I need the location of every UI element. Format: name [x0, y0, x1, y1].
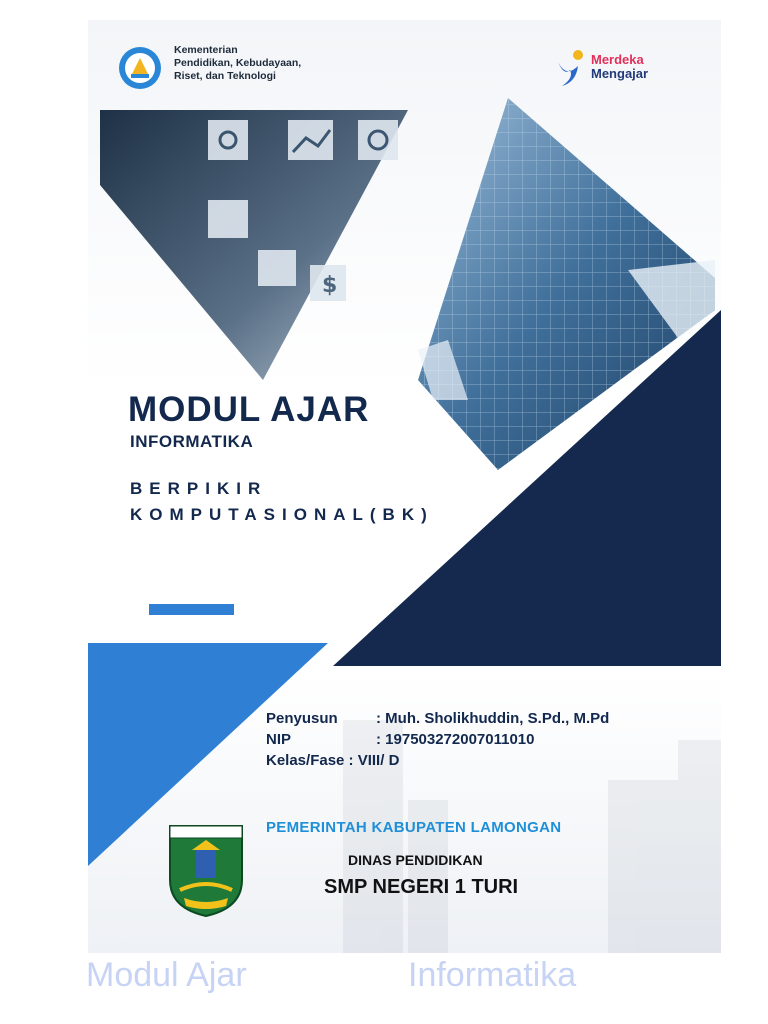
topic-title: [130, 476, 434, 528]
penyusun-row: [266, 708, 609, 729]
nip-row: [266, 729, 609, 750]
kelas-row: [266, 750, 609, 771]
topic-line-2: KOMPUTASIONAL(BK): [130, 505, 434, 524]
merdeka-word: Merdeka: [591, 52, 644, 67]
footer-right: Informatika: [408, 956, 577, 994]
nip-label: NIP: [266, 731, 292, 748]
kelas-label: Kelas/Fase: [266, 752, 345, 769]
module-cover: [88, 20, 721, 953]
merdeka-mengajar-logo-icon: [554, 48, 588, 88]
ministry-name: [174, 44, 374, 83]
education-office: DINAS PENDIDIKAN: [348, 852, 483, 868]
author-info: [266, 708, 609, 771]
module-title: MODUL AJAR: [128, 390, 370, 429]
ministry-line-1: Kementerian: [174, 44, 238, 56]
school-name: SMP NEGERI 1 TURI: [324, 876, 519, 898]
penyusun-value: : Muh. Sholikhuddin, S.Pd., M.Pd: [376, 710, 610, 727]
accent-bar: [149, 604, 234, 615]
kelas-value: : VIII/ D: [344, 752, 400, 769]
footer-left: Modul Ajar: [86, 956, 247, 994]
svg-text:$: $: [322, 273, 338, 298]
penyusun-label: Penyusun: [266, 710, 338, 727]
ministry-line-2: Pendidikan, Kebudayaan,: [174, 57, 302, 69]
regency-government: PEMERINTAH KABUPATEN LAMONGAN: [266, 819, 562, 836]
kemendikbud-logo-icon: [118, 46, 162, 90]
mengajar-word: Mengajar: [591, 66, 649, 81]
lamongan-crest-icon: [166, 820, 246, 918]
subject-title: INFORMATIKA: [130, 432, 254, 451]
merdeka-mengajar-wordmark: [591, 53, 648, 81]
nip-value: : 197503272007011010: [376, 731, 535, 748]
topic-line-1: BERPIKIR: [130, 479, 268, 498]
ministry-line-3: Riset, dan Teknologi: [174, 70, 276, 82]
